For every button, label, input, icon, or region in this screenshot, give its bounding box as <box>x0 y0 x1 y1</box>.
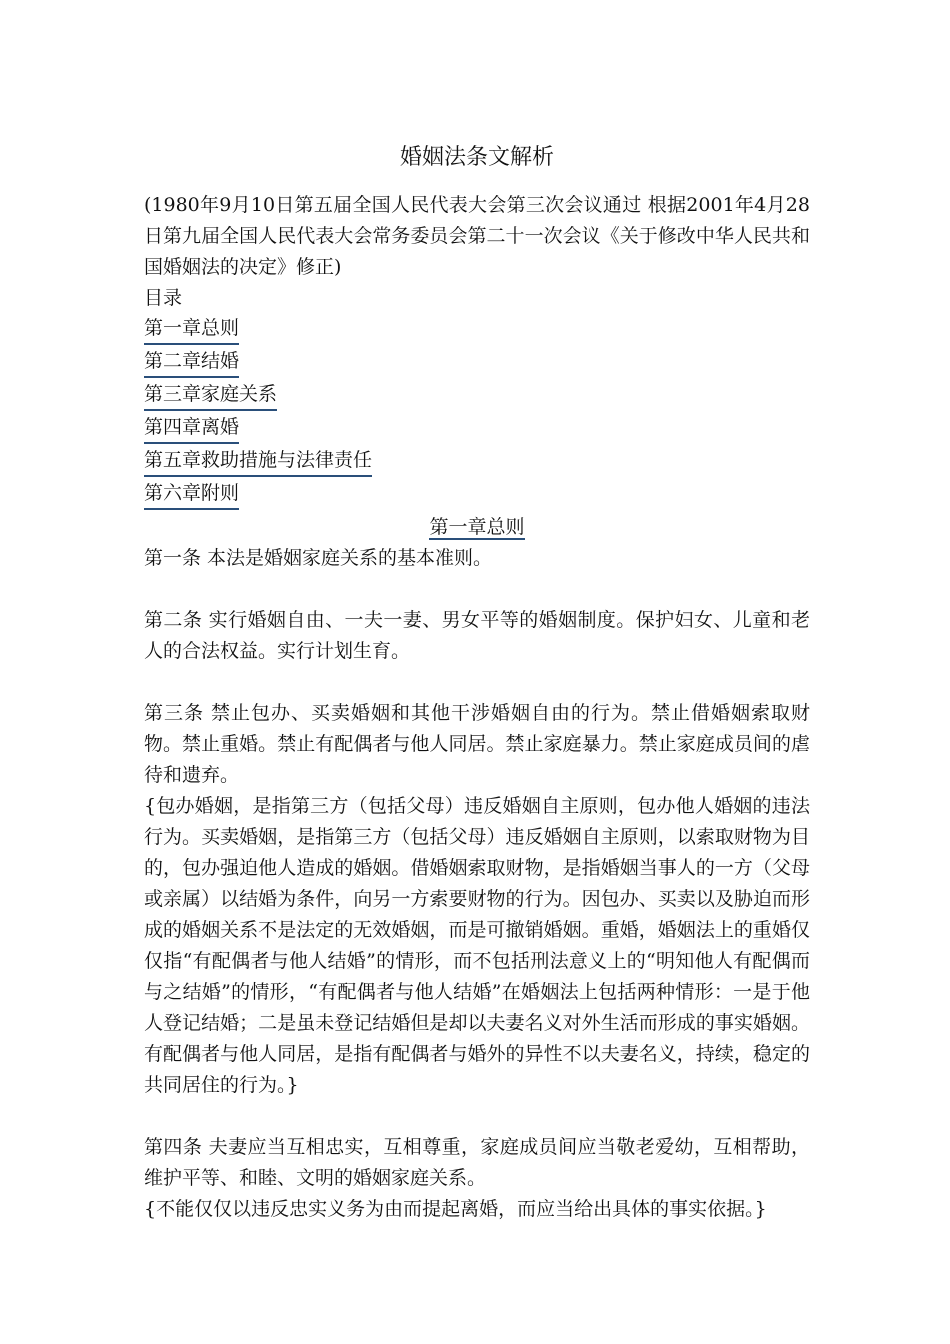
toc-link-chapter-2[interactable]: 第二章结婚 <box>144 347 239 378</box>
article-3-note: {包办婚姻，是指第三方（包括父母）违反婚姻自主原则，包办他人婚姻的违法行为。买卖婚姻，是指第三方（包括父母）违反婚姻自主原则，以索取财物为目的，包办强迫他人造成的婚姻。借婚姻索取财物，是指婚姻当事人的一方（父母或亲属）以结婚为条件，向另一方索要财物的行为。因包办、买卖以及胁迫而形成的婚姻关系不是法定的无效婚姻，而是可撤销婚姻。重婚，婚姻法上的重婚仅仅指“有配偶者与他人结婚”的情形，而不包括刑法意义上的“明知他人有配偶而与之结婚”的情形，“有配偶者与他人结婚”在婚姻法上包括两种情形：一是于他人登记结婚；二是虽未登记结婚但是却以夫妻名义对外生活而形成的事实婚姻。有配偶者与他人同居，是指有配偶者与婚外的异性不以夫妻名义，持续，稳定的共同居住的行为。} <box>144 795 810 1096</box>
document-title: 婚姻法条文解析 <box>399 145 554 170</box>
document-body <box>144 140 810 1225</box>
table-of-contents <box>144 314 810 510</box>
article-3: 第三条 禁止包办、买卖婚姻和其他干涉婚姻自由的行为。禁止借婚姻索取财物。禁止重婚。禁止有配偶者与他人同居。禁止家庭暴力。禁止家庭成员间的虐待和遗弃。 <box>144 702 810 786</box>
document-intro: (1980年9月10日第五届全国人民代表大会第三次会议通过 根据2001年4月28日第九届全国人民代表大会常务委员会第二十一次会议《关于修改中华人民共和国婚姻法的决定》修正) <box>144 194 810 278</box>
paragraph-gap <box>144 1101 810 1132</box>
article-4-note: {不能仅仅以违反忠实义务为由而提起离婚，而应当给出具体的事实依据。} <box>144 1198 767 1220</box>
toc-link-chapter-5[interactable]: 第五章救助措施与法律责任 <box>144 446 372 477</box>
article-4: 第四条 夫妻应当互相忠实，互相尊重，家庭成员间应当敬老爱幼，互相帮助，维护平等、和睦、文明的婚姻家庭关系。 <box>144 1136 810 1189</box>
toc-label: 目录 <box>144 287 183 309</box>
article-1: 第一条 本法是婚姻家庭关系的基本准则。 <box>144 547 493 569</box>
chapter-heading <box>144 512 810 543</box>
paragraph-gap <box>144 574 810 605</box>
article-2: 第二条 实行婚姻自由、一夫一妻、男女平等的婚姻制度。保护妇女、儿童和老人的合法权益。实行计划生育。 <box>144 609 810 662</box>
toc-link-chapter-6[interactable]: 第六章附则 <box>144 479 239 510</box>
toc-link-chapter-3[interactable]: 第三章家庭关系 <box>144 380 277 411</box>
paragraph-gap <box>144 667 810 698</box>
toc-link-chapter-1[interactable]: 第一章总则 <box>144 314 239 345</box>
toc-link-chapter-4[interactable]: 第四章离婚 <box>144 413 239 444</box>
chapter-heading-link[interactable]: 第一章总则 <box>429 516 525 538</box>
